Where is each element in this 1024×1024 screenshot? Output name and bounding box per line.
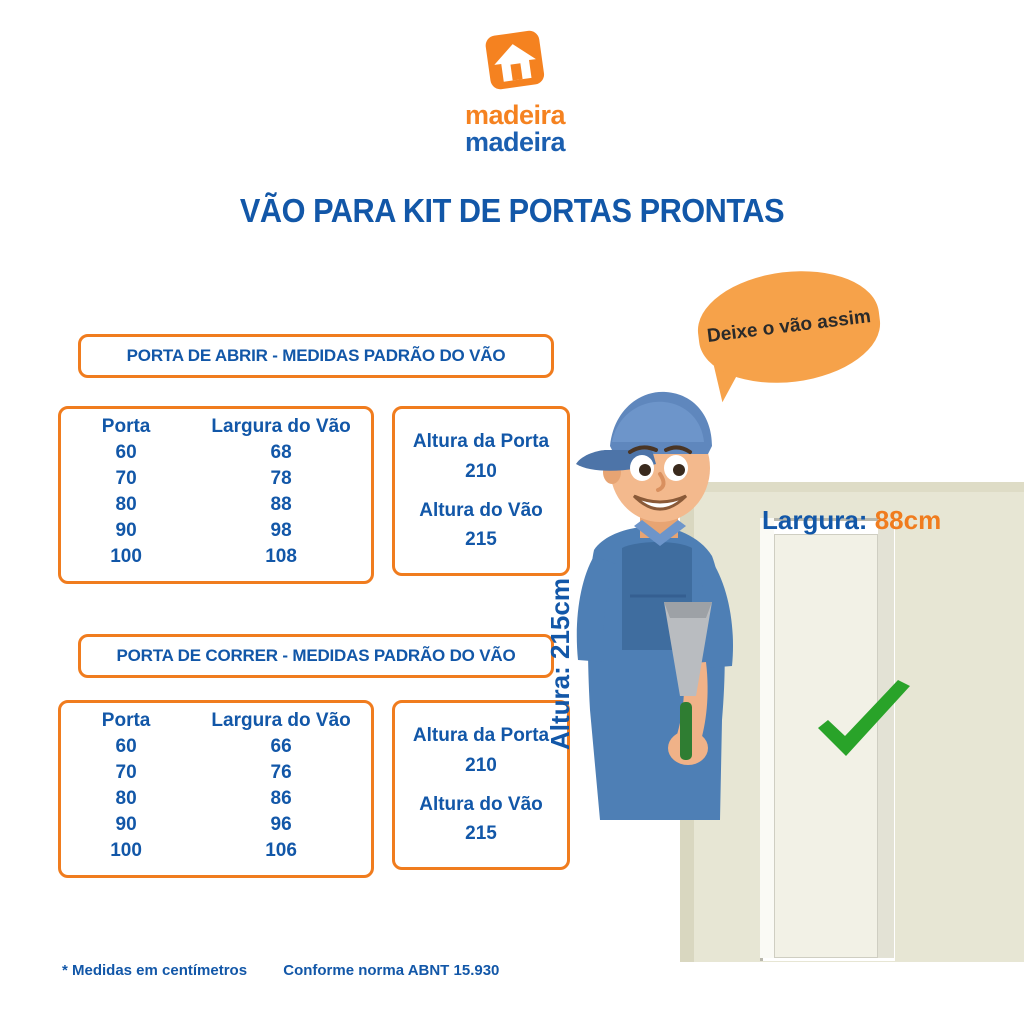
gap-height-label: Altura do Vão — [419, 500, 543, 521]
table-row — [61, 812, 371, 838]
gap-height-value: 215 — [465, 823, 497, 845]
width-label-text: Largura: — [762, 505, 868, 535]
height-value: 215cm — [545, 578, 575, 659]
worker-with-trowel-illustration — [560, 350, 760, 820]
cell-porta: 90 — [115, 520, 137, 541]
col-header-porta: Porta — [101, 710, 151, 731]
col-header-largura: Largura do Vão — [211, 416, 351, 437]
table-header-row — [61, 409, 371, 440]
table-row — [61, 492, 371, 518]
cell-porta: 60 — [115, 736, 137, 757]
cell-largura: 98 — [270, 520, 292, 541]
cell-porta: 70 — [115, 468, 137, 489]
cell-porta: 60 — [115, 442, 137, 463]
green-check-icon — [810, 680, 920, 775]
door-height-value: 210 — [465, 460, 497, 482]
cell-largura: 68 — [270, 442, 292, 463]
brand-logo — [440, 28, 590, 156]
table-abrir — [58, 406, 374, 584]
cell-largura: 96 — [270, 814, 292, 835]
col-header-porta: Porta — [101, 416, 151, 437]
gap-height-label: Altura do Vão — [419, 794, 543, 815]
table-row — [61, 518, 371, 544]
door-height-label: Altura da Porta — [412, 431, 550, 453]
table-row — [61, 734, 371, 760]
table-row — [61, 786, 371, 812]
table-row — [61, 760, 371, 786]
footnote — [62, 962, 531, 979]
cell-porta: 70 — [115, 762, 137, 783]
side-box-correr — [392, 700, 570, 870]
cell-largura: 108 — [265, 546, 297, 567]
table-row — [61, 440, 371, 466]
cell-porta: 100 — [110, 546, 142, 567]
illustration — [545, 250, 1024, 990]
house-logo-icon — [478, 28, 552, 98]
table-row — [61, 838, 371, 864]
height-label-text: Altura: — [545, 666, 575, 750]
speech-bubble-text: Deixe o vão assim — [705, 306, 873, 348]
door-frame-jamb — [760, 518, 774, 958]
brand-word-2: madeira — [464, 127, 566, 157]
door-height-value: 210 — [465, 754, 497, 776]
footnote-norm: Conforme norma ABNT 15.930 — [283, 962, 500, 979]
cell-largura: 88 — [270, 494, 292, 515]
gap-height-value: 215 — [465, 529, 497, 551]
table-header-row — [61, 703, 371, 734]
cell-porta: 80 — [115, 788, 137, 809]
cell-porta: 90 — [115, 814, 137, 835]
cell-porta: 100 — [110, 840, 142, 861]
cell-largura: 66 — [270, 736, 292, 757]
page-title: VÃO PARA KIT DE PORTAS PRONTAS — [239, 192, 785, 229]
table-row — [61, 544, 371, 570]
table-row — [61, 466, 371, 492]
width-value: 88cm — [874, 505, 942, 535]
footnote-measures: * Medidas em centímetros — [62, 962, 248, 979]
cell-largura: 86 — [270, 788, 292, 809]
cell-porta: 80 — [115, 494, 137, 515]
cell-largura: 106 — [265, 840, 297, 861]
width-label — [762, 505, 941, 536]
cell-largura: 78 — [270, 468, 292, 489]
brand-word-1: madeira — [464, 100, 566, 130]
cell-largura: 76 — [270, 762, 292, 783]
table-correr — [58, 700, 374, 878]
side-box-abrir — [392, 406, 570, 576]
section-header-abrir: PORTA DE ABRIR - MEDIDAS PADRÃO DO VÃO — [78, 334, 554, 378]
section-header-correr: PORTA DE CORRER - MEDIDAS PADRÃO DO VÃO — [78, 634, 554, 678]
col-header-largura: Largura do Vão — [211, 710, 351, 731]
door-height-label: Altura da Porta — [412, 725, 550, 747]
